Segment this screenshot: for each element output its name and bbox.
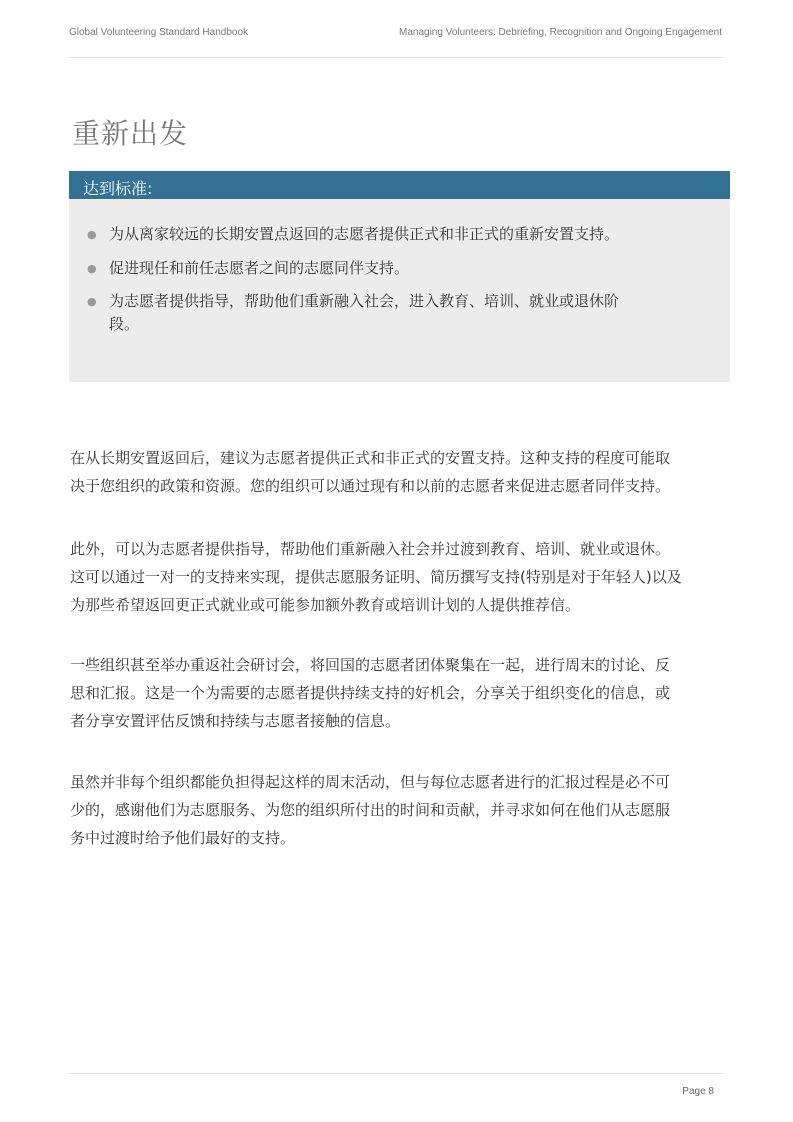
text-line: 者分享安置评估反馈和持续与志愿者接触的信息。 <box>70 712 401 730</box>
bullet-text: 促进现任和前任志愿者之间的志愿同伴支持。 <box>109 259 410 277</box>
text-line: 虽然并非每个组织都能负担得起这样的周末活动，但与每位志愿者进行的汇报过程是必不可 <box>70 773 671 791</box>
text-line: 这可以通过一对一的支持来实现，提供志愿服务证明、简历撰写支持(特别是对于年轻人)以及 <box>70 568 682 586</box>
text-line: 思和汇报。这是一个为需要的志愿者提供持续支持的好机会，分享关于组织变化的信息，或 <box>70 684 671 702</box>
text-line: 决于您组织的政策和资源。您的组织可以通过现有和以前的志愿者来促进志愿者同伴支持。 <box>70 477 671 495</box>
text-line: 少的，感谢他们为志愿服务、为您的组织所付出的时间和贡献，并寻求如何在他们从志愿服 <box>70 801 671 819</box>
standard-box-heading: 达到标准: <box>69 171 730 199</box>
running-header-right: Managing Volunteers: Debriefing, Recognition and Ongoing Engagement <box>399 27 722 38</box>
standard-box <box>69 171 730 382</box>
page-number: Page 8 <box>682 1086 714 1097</box>
bullet-icon: ● <box>87 228 97 241</box>
running-header-left: Global Volunteering Standard Handbook <box>69 27 249 38</box>
page-title: 重新出发 <box>72 117 189 150</box>
paragraph <box>70 768 670 852</box>
bullet-text: 为志愿者提供指导，帮助他们重新融入社会，进入教育、培训、就业或退休阶 <box>109 292 620 310</box>
footer-divider <box>69 1073 723 1074</box>
bullet-icon: ● <box>87 295 97 308</box>
text-line: 为那些希望返回更正式就业或可能参加额外教育或培训计划的人提供推荐信。 <box>70 596 581 614</box>
bullet-icon: ● <box>87 262 97 275</box>
text-line: 务中过渡时给予他们最好的支持。 <box>70 829 296 847</box>
paragraph <box>70 651 670 735</box>
header-divider <box>69 57 723 58</box>
text-line: 一些组织甚至举办重返社会研讨会，将回国的志愿者团体聚集在一起，进行周末的讨论、反 <box>70 656 671 674</box>
paragraph <box>70 535 682 619</box>
text-line: 此外，可以为志愿者提供指导，帮助他们重新融入社会并过渡到教育、培训、就业或退休。 <box>70 540 671 558</box>
bullet-text: 段。 <box>109 315 140 333</box>
bullet-text: 为从离家较远的长期安置点返回的志愿者提供正式和非正式的重新安置支持。 <box>109 225 620 243</box>
text-line: 在从长期安置返回后，建议为志愿者提供正式和非正式的安置支持。这种支持的程度可能取 <box>70 449 671 467</box>
paragraph <box>70 444 670 500</box>
